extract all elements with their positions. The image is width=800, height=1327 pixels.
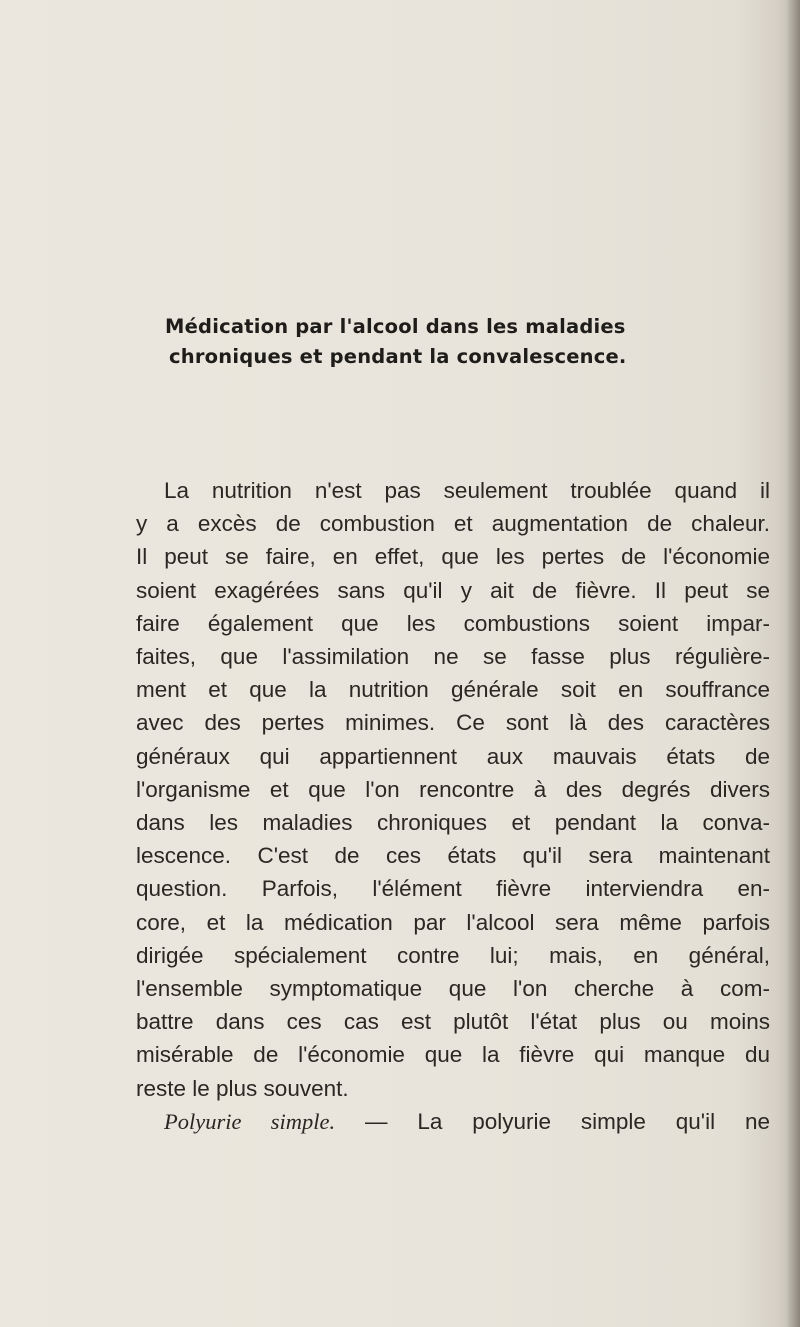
next-section-title: Polyurie simple. — [164, 1108, 336, 1134]
next-section-text: La polyurie simple qu'il ne — [417, 1108, 770, 1134]
section-heading-line-1: Médication par l'alcool dans les maladies — [165, 315, 626, 338]
text-line: faites, que l'assimilation ne se fasse plus régulière- — [136, 644, 770, 670]
text-line: soient exagérées sans qu'il y ait de fièvre. Il peut se — [136, 577, 770, 603]
text-line: core, et la médication par l'alcool sera même parfois — [136, 909, 770, 935]
text-line: dirigée spécialement contre lui; mais, en général, — [136, 942, 770, 968]
text-line: question. Parfois, l'élément fièvre interviendra en- — [136, 876, 770, 902]
body-paragraph — [136, 474, 770, 1138]
text-line: reste le plus souvent. — [136, 1075, 349, 1101]
text-line: misérable de l'économie que la fièvre qui manque du — [136, 1042, 770, 1068]
text-line: lescence. C'est de ces états qu'il sera maintenant — [136, 843, 770, 869]
text-line: dans les maladies chroniques et pendant la conva- — [136, 810, 770, 836]
text-line: La nutrition n'est pas seulement troublée quand il — [164, 478, 770, 503]
text-line: Il peut se faire, en effet, que les pertes de l'économie — [136, 544, 770, 570]
text-line: battre dans ces cas est plutôt l'état plus ou moins — [136, 1009, 770, 1035]
section-heading — [165, 312, 765, 372]
text-line: ment et que la nutrition générale soit en souffrance — [136, 677, 770, 703]
section-heading-line-2: chroniques et pendant la convalescence. — [169, 345, 627, 368]
text-line: l'ensemble symptomatique que l'on cherche à com- — [136, 976, 770, 1002]
next-section-dash: — — [364, 1108, 388, 1134]
text-line: avec des pertes minimes. Ce sont là des caractères — [136, 710, 770, 736]
text-line: y a excès de combustion et augmentation de chaleur. — [136, 511, 770, 537]
page-edge-shadow — [786, 0, 800, 1327]
next-section-line — [136, 1105, 770, 1138]
text-line: généraux qui appartiennent aux mauvais états de — [136, 743, 770, 769]
text-line: faire également que les combustions soient impar- — [136, 610, 770, 636]
text-line: l'organisme et que l'on rencontre à des degrés divers — [136, 776, 770, 802]
